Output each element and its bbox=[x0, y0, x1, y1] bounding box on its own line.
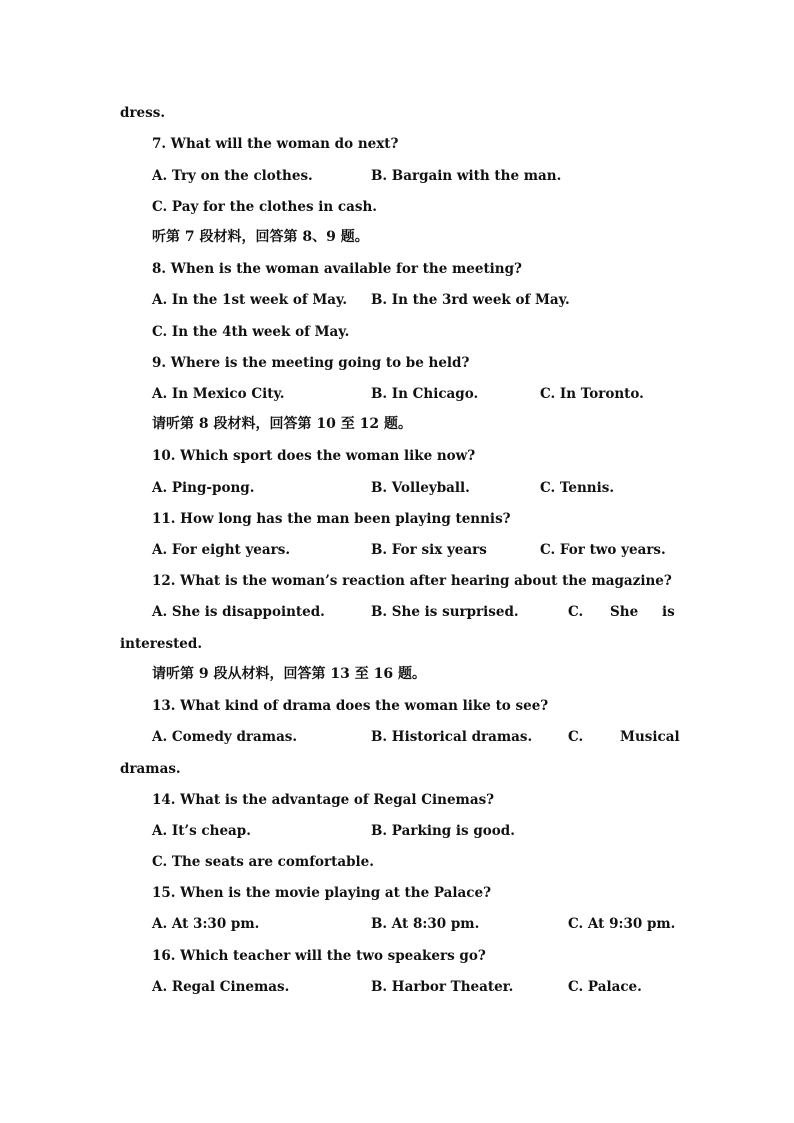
option-14c: C. The seats are comfortable. bbox=[152, 854, 374, 870]
option-11b: B. For six years bbox=[371, 542, 487, 558]
question-14: 14. What is the advantage of Regal Cinemas? bbox=[152, 792, 495, 808]
question-12: 12. What is the woman’s reaction after hearing about the magazine? bbox=[152, 573, 672, 589]
option-11a: A. For eight years. bbox=[152, 542, 291, 558]
option-13c-letter: C. bbox=[568, 729, 584, 745]
question-9: 9. Where is the meeting going to be held? bbox=[152, 355, 470, 371]
question-15: 15. When is the movie playing at the Palace? bbox=[152, 885, 491, 901]
section-heading-7: 听第 7 段材料，回答第 8、9 题。 bbox=[152, 229, 369, 245]
option-9c: C. In Toronto. bbox=[540, 386, 644, 402]
option-12b: B. She is surprised. bbox=[371, 604, 519, 620]
option-13c-word: Musical bbox=[620, 729, 680, 745]
option-11c: C. For two years. bbox=[540, 542, 666, 558]
option-9a: A. In Mexico City. bbox=[152, 386, 285, 402]
section-heading-8: 请听第 8 段材料，回答第 10 至 12 题。 bbox=[152, 416, 412, 432]
option-13a: A. Comedy dramas. bbox=[152, 729, 298, 745]
option-12c-word2: is bbox=[662, 604, 675, 620]
option-7b: B. Bargain with the man. bbox=[371, 168, 562, 184]
option-8b: B. In the 3rd week of May. bbox=[371, 292, 570, 308]
option-14a: A. It’s cheap. bbox=[152, 823, 251, 839]
option-14b: B. Parking is good. bbox=[371, 823, 515, 839]
option-7c: C. Pay for the clothes in cash. bbox=[152, 199, 377, 215]
question-11: 11. How long has the man been playing tennis? bbox=[152, 511, 511, 527]
option-10b: B. Volleyball. bbox=[371, 480, 470, 496]
option-8a: A. In the 1st week of May. bbox=[152, 292, 348, 308]
option-13c-wrap: dramas. bbox=[120, 761, 181, 777]
option-10c: C. Tennis. bbox=[540, 480, 615, 496]
section-heading-9: 请听第 9 段从材料，回答第 13 至 16 题。 bbox=[152, 666, 426, 682]
option-15a: A. At 3:30 pm. bbox=[152, 916, 260, 932]
option-9b: B. In Chicago. bbox=[371, 386, 479, 402]
option-10a: A. Ping-pong. bbox=[152, 480, 255, 496]
continuation-text: dress. bbox=[120, 105, 166, 121]
question-7: 7. What will the woman do next? bbox=[152, 136, 399, 152]
question-16: 16. Which teacher will the two speakers go? bbox=[152, 948, 486, 964]
question-10: 10. Which sport does the woman like now? bbox=[152, 448, 476, 464]
option-12c-letter: C. bbox=[568, 604, 584, 620]
option-16c: C. Palace. bbox=[568, 979, 642, 995]
option-12c-word1: She bbox=[610, 604, 639, 620]
option-15b: B. At 8:30 pm. bbox=[371, 916, 480, 932]
option-16a: A. Regal Cinemas. bbox=[152, 979, 290, 995]
option-8c: C. In the 4th week of May. bbox=[152, 324, 350, 340]
option-13b: B. Historical dramas. bbox=[371, 729, 533, 745]
option-7a: A. Try on the clothes. bbox=[152, 168, 313, 184]
option-16b: B. Harbor Theater. bbox=[371, 979, 514, 995]
option-12a: A. She is disappointed. bbox=[152, 604, 325, 620]
option-15c: C. At 9:30 pm. bbox=[568, 916, 676, 932]
question-13: 13. What kind of drama does the woman like to see? bbox=[152, 698, 549, 714]
question-8: 8. When is the woman available for the meeting? bbox=[152, 261, 522, 277]
option-12c-wrap: interested. bbox=[120, 636, 203, 652]
